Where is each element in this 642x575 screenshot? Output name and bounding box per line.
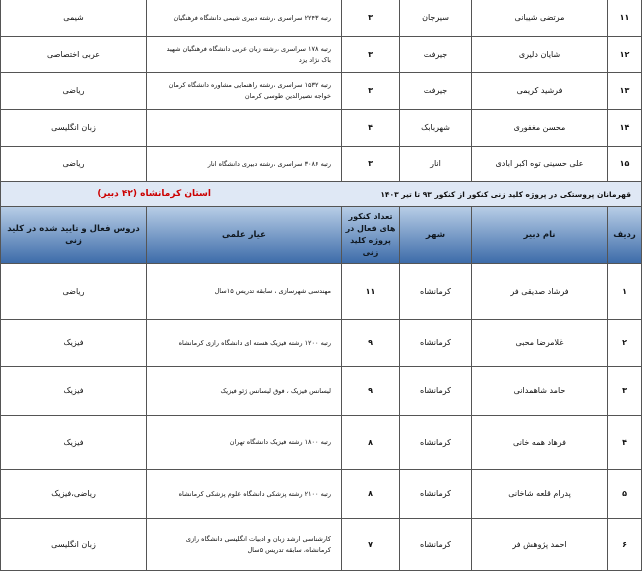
row-number: ۱۲ bbox=[607, 37, 642, 73]
header-city: شهر bbox=[399, 207, 471, 264]
active-exam-count: ۳ bbox=[341, 147, 399, 182]
teacher-name: غلامرضا محبی bbox=[471, 320, 607, 367]
approved-courses: زبان انگلیسی bbox=[0, 519, 146, 571]
header-approved-courses: دروس فعال و تایید شده در کلید زنی bbox=[0, 207, 146, 264]
banner-title: قهرمانان پروستکی در پروژه کلید زنی کنکور از کنکور ۹۳ تا تیر ۱۴۰۳ bbox=[380, 189, 631, 199]
academic-record: رتبه ۱۷۸ سراسری ،رشته زبان عربی دانشگاه فرهنگیان شهید باک نژاد یزد bbox=[146, 37, 341, 73]
province-banner bbox=[0, 182, 642, 207]
table-row bbox=[0, 147, 642, 182]
active-exam-count: ۸ bbox=[341, 470, 399, 519]
city: کرمانشاه bbox=[399, 416, 471, 470]
active-exam-count: ۴ bbox=[341, 110, 399, 147]
active-exam-count: ۳ bbox=[341, 73, 399, 110]
approved-courses: ریاضی bbox=[0, 147, 146, 182]
academic-record: رتبه ۱۵۳۲ سراسری ،رشته راهنمایی مشاوره دانشگاه کرمان خواجه نصیرالدین طوسی کرمان bbox=[146, 73, 341, 110]
approved-courses: ریاضی bbox=[0, 264, 146, 320]
table-row bbox=[0, 320, 642, 367]
academic-record: رتبه ۲۱۰۰ رشته پزشکی دانشگاه علوم پزشکی کرمانشاه bbox=[146, 470, 341, 519]
table-row bbox=[0, 519, 642, 571]
city: جیرفت bbox=[399, 37, 471, 73]
table-header bbox=[0, 207, 642, 264]
teacher-name: حامد شاهمدانی bbox=[471, 367, 607, 416]
active-exam-count: ۳ bbox=[341, 37, 399, 73]
active-exam-count: ۹ bbox=[341, 367, 399, 416]
table-row bbox=[0, 73, 642, 110]
teacher-name: مرتضی شیبانی bbox=[471, 0, 607, 37]
approved-courses: ریاضی،فیزیک bbox=[0, 470, 146, 519]
approved-courses: فیزیک bbox=[0, 367, 146, 416]
approved-courses: ریاضی bbox=[0, 73, 146, 110]
academic-record: کارشناسی ارشد زبان و ادبیات انگلیسی دانشگاه رازی کرمانشاه، سابقه تدریس ۵سال bbox=[146, 519, 341, 571]
teacher-name: فرشید کریمی bbox=[471, 73, 607, 110]
active-exam-count: ۱۱ bbox=[341, 264, 399, 320]
header-teacher-name: نام دبیر bbox=[471, 207, 607, 264]
row-number: ۱۵ bbox=[607, 147, 642, 182]
city: جیرفت bbox=[399, 73, 471, 110]
row-number: ۱۳ bbox=[607, 73, 642, 110]
active-exam-count: ۳ bbox=[341, 0, 399, 37]
teacher-name: احمد پژوهش فر bbox=[471, 519, 607, 571]
teacher-name: فرهاد همه خانی bbox=[471, 416, 607, 470]
teacher-name: شایان دلیری bbox=[471, 37, 607, 73]
table-row bbox=[0, 110, 642, 147]
active-exam-count: ۹ bbox=[341, 320, 399, 367]
city: کرمانشاه bbox=[399, 519, 471, 571]
city: کرمانشاه bbox=[399, 470, 471, 519]
table-row bbox=[0, 367, 642, 416]
active-exam-count: ۷ bbox=[341, 519, 399, 571]
province-title: استان کرمانشاه (۴۲ دبیر) bbox=[97, 189, 211, 199]
approved-courses: عربی اختصاصی bbox=[0, 37, 146, 73]
approved-courses: فیزیک bbox=[0, 416, 146, 470]
teacher-name: پدرام قلعه شاخانی bbox=[471, 470, 607, 519]
academic-record: رتبه ۱۸۰۰ رشته فیزیک دانشگاه تهران bbox=[146, 416, 341, 470]
city: کرمانشاه bbox=[399, 367, 471, 416]
city: سیرجان bbox=[399, 0, 471, 37]
teacher-name: فرشاد صدیقی فر bbox=[471, 264, 607, 320]
city: شهربابک bbox=[399, 110, 471, 147]
table-row bbox=[0, 264, 642, 320]
city: کرمانشاه bbox=[399, 264, 471, 320]
table-row bbox=[0, 416, 642, 470]
teacher-name: محسن مغفوری bbox=[471, 110, 607, 147]
city: انار bbox=[399, 147, 471, 182]
row-number: ۱۴ bbox=[607, 110, 642, 147]
row-number: ۲ bbox=[607, 320, 642, 367]
academic-record bbox=[146, 110, 341, 147]
academic-record: رتبه ۲۲۴۳ سراسری ،رشته دبیری شیمی دانشگاه فرهنگیان bbox=[146, 0, 341, 37]
row-number: ۱۱ bbox=[607, 0, 642, 37]
approved-courses: شیمی bbox=[0, 0, 146, 37]
row-number: ۶ bbox=[607, 519, 642, 571]
row-number: ۴ bbox=[607, 416, 642, 470]
academic-record: رتبه ۱۲۰۰ رشته فیزیک هسته ای دانشگاه رازی کرمانشاه bbox=[146, 320, 341, 367]
teacher-name: علی حسینی توه اکبر ابادی bbox=[471, 147, 607, 182]
header-academic-record: عیار علمی bbox=[146, 207, 341, 264]
academic-record: رتبه ۳۰۸۶ سراسری ،رشته دبیری دانشگاه انار bbox=[146, 147, 341, 182]
table-row bbox=[0, 470, 642, 519]
academic-record: مهندسی شهرسازی ، سابقه تدریس ۱۵سال bbox=[146, 264, 341, 320]
row-number: ۳ bbox=[607, 367, 642, 416]
approved-courses: زبان انگلیسی bbox=[0, 110, 146, 147]
header-row-number: ردیف bbox=[607, 207, 642, 264]
row-number: ۵ bbox=[607, 470, 642, 519]
row-number: ۱ bbox=[607, 264, 642, 320]
header-active-exam-count: تعداد کنکور های فعال در پروژه کلید زنی bbox=[341, 207, 399, 264]
table-row bbox=[0, 0, 642, 37]
table-row bbox=[0, 37, 642, 73]
academic-record: لیسانس فیزیک ، فوق لیسانس ژئو فیزیک bbox=[146, 367, 341, 416]
active-exam-count: ۸ bbox=[341, 416, 399, 470]
approved-courses: فیزیک bbox=[0, 320, 146, 367]
city: کرمانشاه bbox=[399, 320, 471, 367]
